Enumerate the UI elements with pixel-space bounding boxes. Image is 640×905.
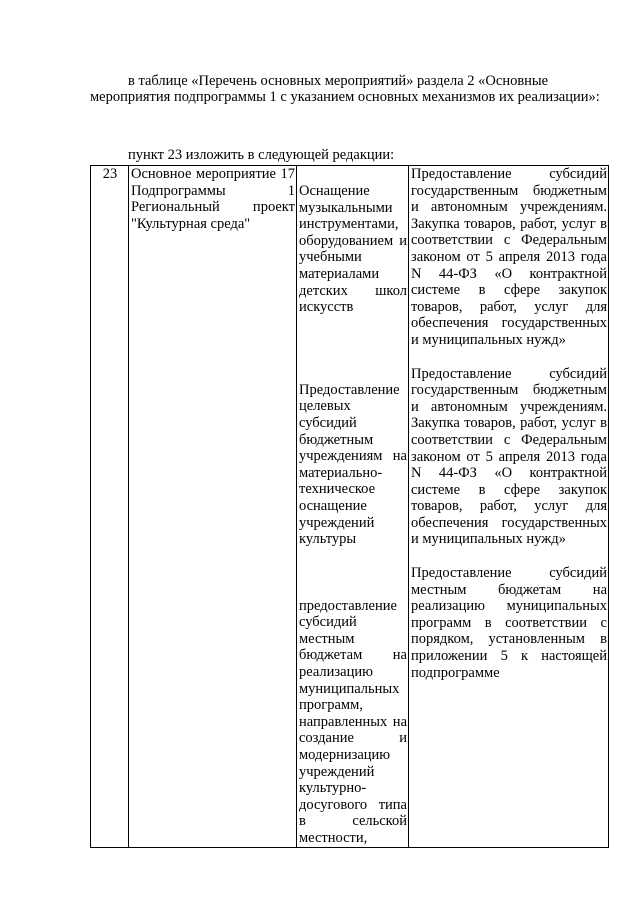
activities-table bbox=[90, 165, 609, 848]
table-row bbox=[91, 166, 609, 848]
activities-cell bbox=[297, 166, 409, 848]
activity-name: Основное мероприятие 17 Подпрограммы 1 Региональный проект "Культурная среда" bbox=[129, 166, 297, 848]
row-number: 23 bbox=[91, 166, 129, 848]
mechanism-text: Предоставление субсидий государственным бюджетным и автономным учреждениям. Закупка товаров, работ, услуг в соответствии с Федеральным законом от 5 апреля 2013 года N 44-ФЗ «О контрактной системе в сфере закупок товаров, работ, услуг для обеспечения государственных и муниципальных нужд» bbox=[411, 166, 607, 348]
intro-paragraph: в таблице «Перечень основных мероприятий» раздела 2 «Основные мероприятия подпрограммы 1 с указанием основных механизмов их реализации»: bbox=[90, 73, 600, 105]
activity-text: предоставление субсидий местным бюджетам на реализацию муниципальных программ, направленных на создание и модернизацию учреждений культурно-досугового типа в сельской местности, bbox=[299, 597, 407, 846]
mechanism-text: Предоставление субсидий государственным бюджетным и автономным учреждениям. Закупка товаров, работ, услуг в соответствии с Федеральным законом от 5 апреля 2013 года N 44-ФЗ «О контрактной системе в сфере закупок товаров, работ, услуг для обеспечения государственных и муниципальных нужд» bbox=[411, 365, 607, 548]
activity-text: Предоставление целевых субсидий бюджетным учреждениям на материально-техническое оснащение учреждений культуры bbox=[299, 381, 407, 548]
mechanisms-cell bbox=[409, 166, 609, 848]
activity-text: Оснащение музыкальными инструментами, оборудованием и учебными материалами детских школ искусств bbox=[299, 183, 407, 316]
clause-instruction: пункт 23 изложить в следующей редакции: bbox=[128, 147, 395, 163]
mechanism-text: Предоставление субсидий местным бюджетам на реализацию муниципальных программ в соответствии с порядком, установленным в приложении 5 к настоящей подпрограмме bbox=[411, 565, 607, 681]
